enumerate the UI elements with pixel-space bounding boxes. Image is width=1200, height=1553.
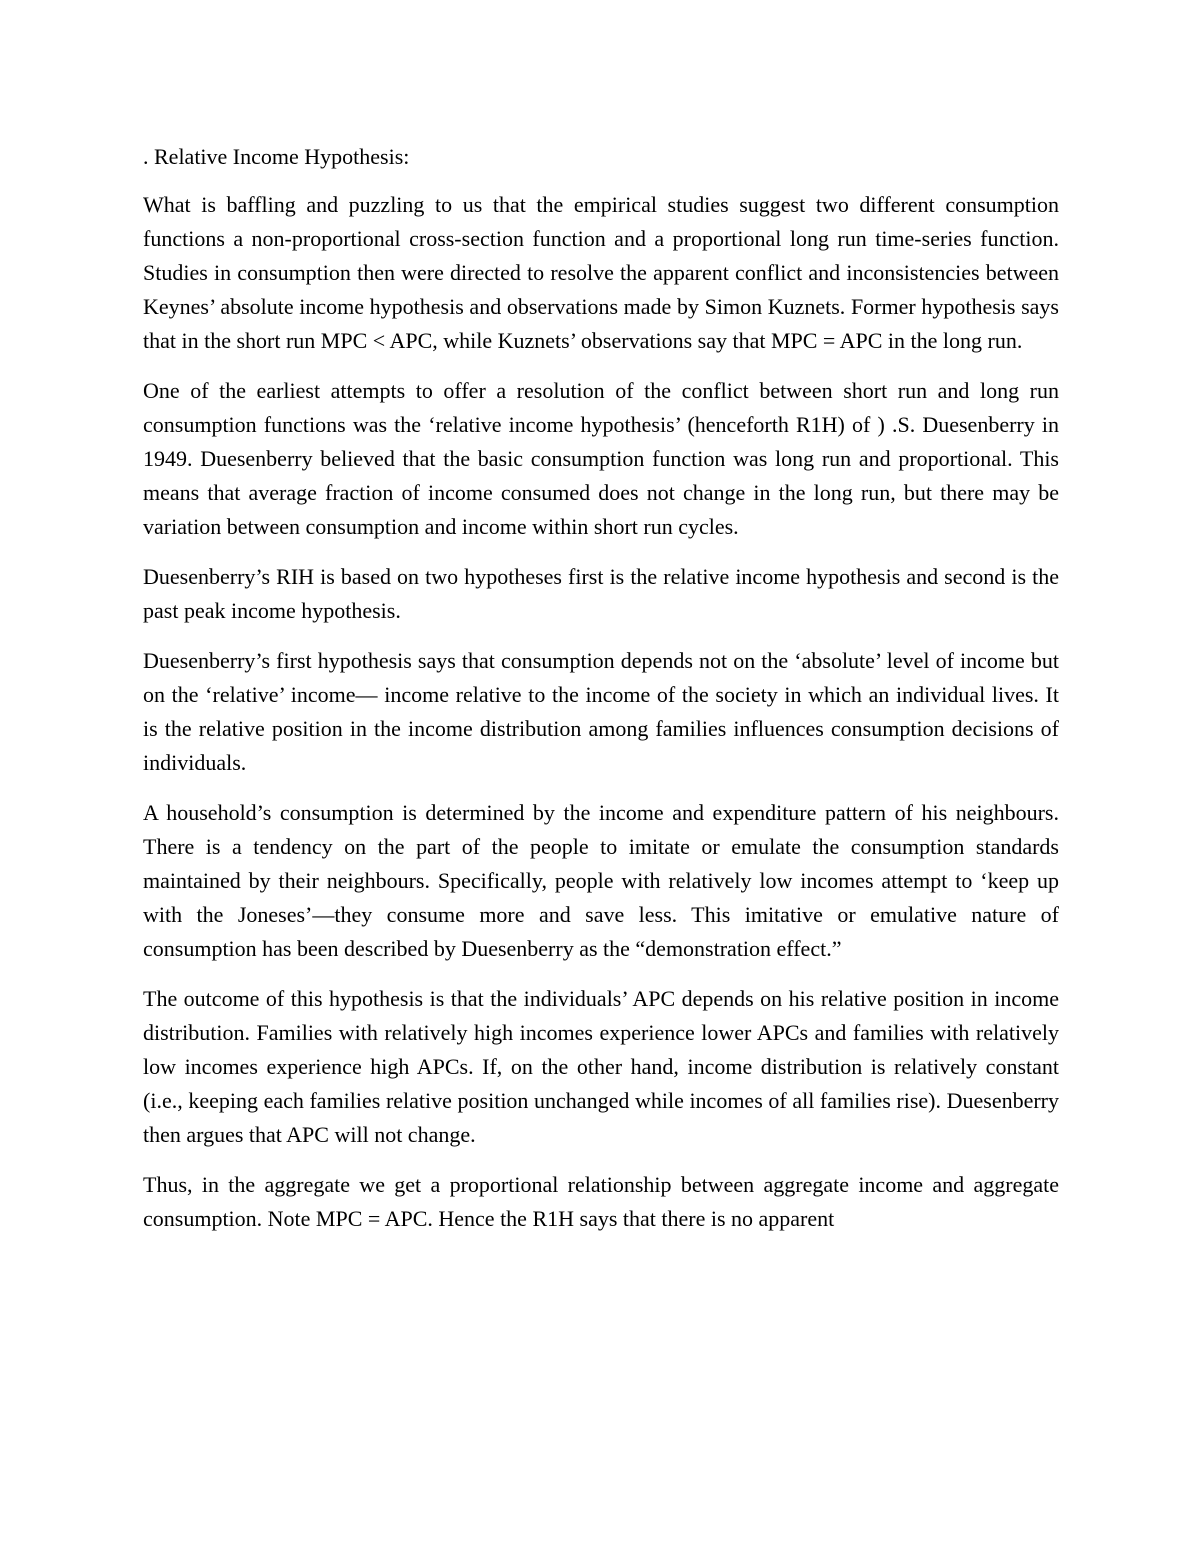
paragraph-earliest-attempts: One of the earliest attempts to offer a resolution of the conflict between short run and long run consumption functions was the ‘relative income hypothesis’ (henceforth R1H) of ) .S. Duesenberry in 1949. Duesenberry believed that the basic consumption function was long run and proportional. This means that average fraction of income consumed does not change in the long run, but there may be variation between consumption and income within short run cycles.: [143, 378, 1059, 539]
section-heading: . Relative Income Hypothesis:: [143, 144, 410, 169]
document-page: [143, 140, 1059, 1252]
paragraph-two-hypotheses: Duesenberry’s RIH is based on two hypotheses first is the relative income hypothesis and second is the past peak income hypothesis.: [143, 564, 1059, 623]
paragraph-aggregate: Thus, in the aggregate we get a proportional relationship between aggregate income and aggregate consumption. Note MPC = APC. Hence the R1H says that there is no apparent: [143, 1172, 1059, 1231]
paragraph-demonstration-effect: A household’s consumption is determined by the income and expenditure pattern of his neighbours. There is a tendency on the part of the people to imitate or emulate the consumption standards maintained by their neighbours. Specifically, people with relatively low incomes attempt to ‘keep up with the Joneses’—they consume more and save less. This imitative or emulative nature of consumption has been described by Duesenberry as the “demonstration effect.”: [143, 800, 1059, 961]
paragraph-empirical-studies: What is baffling and puzzling to us that the empirical studies suggest two different consumption functions a non-proportional cross-section function and a proportional long run time-series function. Studies in consumption then were directed to resolve the apparent conflict and inconsistencies between Keynes’ absolute income hypothesis and observations made by Simon Kuznets. Former hypothesis says that in the short run MPC < APC, while Kuznets’ observations say that MPC = APC in the long run.: [143, 192, 1059, 353]
paragraph-outcome: The outcome of this hypothesis is that the individuals’ APC depends on his relative position in income distribution. Families with relatively high incomes experience lower APCs and families with relatively low incomes experience high APCs. If, on the other hand, income distribution is relatively constant (i.e., keeping each families relative position unchanged while incomes of all families rise). Duesenberry then argues that APC will not change.: [143, 986, 1059, 1147]
paragraph-first-hypothesis: Duesenberry’s first hypothesis says that consumption depends not on the ‘absolute’ level of income but on the ‘relative’ income— income relative to the income of the society in which an individual lives. It is the relative position in the income distribution among families influences consumption decisions of individuals.: [143, 648, 1059, 775]
